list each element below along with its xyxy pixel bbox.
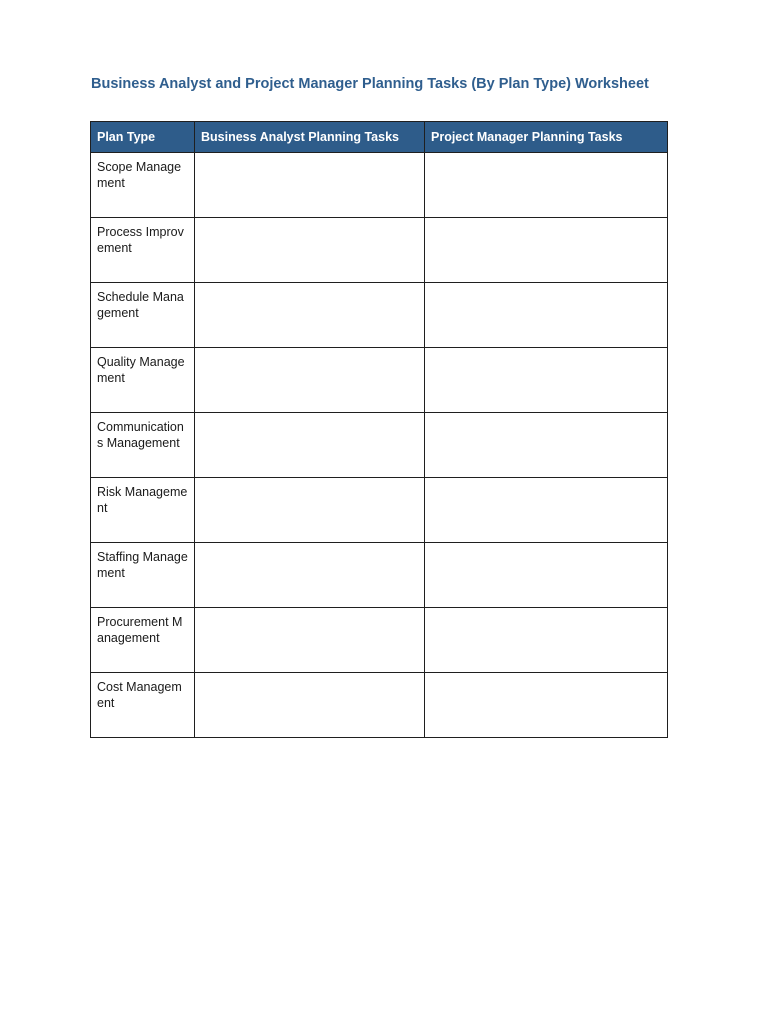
plan-type-cell: Process Improvement bbox=[91, 218, 195, 283]
table-row bbox=[91, 608, 668, 673]
column-header-plan-type: Plan Type bbox=[91, 122, 195, 153]
column-header-ba-tasks: Business Analyst Planning Tasks bbox=[195, 122, 425, 153]
pm-tasks-cell[interactable] bbox=[425, 673, 668, 738]
table-row bbox=[91, 413, 668, 478]
ba-tasks-cell[interactable] bbox=[195, 153, 425, 218]
pm-tasks-cell[interactable] bbox=[425, 283, 668, 348]
pm-tasks-cell[interactable] bbox=[425, 153, 668, 218]
page-title: Business Analyst and Project Manager Planning Tasks (By Plan Type) Worksheet bbox=[91, 76, 649, 92]
table-row bbox=[91, 348, 668, 413]
pm-tasks-cell[interactable] bbox=[425, 348, 668, 413]
plan-type-cell: Staffing Management bbox=[91, 543, 195, 608]
plan-type-cell: Scope Management bbox=[91, 153, 195, 218]
table-row bbox=[91, 673, 668, 738]
plan-type-cell: Quality Management bbox=[91, 348, 195, 413]
ba-tasks-cell[interactable] bbox=[195, 283, 425, 348]
table-row bbox=[91, 283, 668, 348]
ba-tasks-cell[interactable] bbox=[195, 413, 425, 478]
ba-tasks-cell[interactable] bbox=[195, 608, 425, 673]
column-header-pm-tasks: Project Manager Planning Tasks bbox=[425, 122, 668, 153]
ba-tasks-cell[interactable] bbox=[195, 543, 425, 608]
table-header-row bbox=[91, 122, 668, 153]
ba-tasks-cell[interactable] bbox=[195, 348, 425, 413]
plan-type-cell: Schedule Management bbox=[91, 283, 195, 348]
plan-type-cell: Risk Management bbox=[91, 478, 195, 543]
pm-tasks-cell[interactable] bbox=[425, 478, 668, 543]
pm-tasks-cell[interactable] bbox=[425, 218, 668, 283]
table-row bbox=[91, 153, 668, 218]
plan-type-cell: Communications Management bbox=[91, 413, 195, 478]
plan-type-cell: Procurement Management bbox=[91, 608, 195, 673]
ba-tasks-cell[interactable] bbox=[195, 478, 425, 543]
plan-type-cell: Cost Management bbox=[91, 673, 195, 738]
pm-tasks-cell[interactable] bbox=[425, 608, 668, 673]
pm-tasks-cell[interactable] bbox=[425, 543, 668, 608]
planning-tasks-table bbox=[90, 121, 668, 738]
table-row bbox=[91, 478, 668, 543]
table-row bbox=[91, 218, 668, 283]
table-row bbox=[91, 543, 668, 608]
ba-tasks-cell[interactable] bbox=[195, 673, 425, 738]
pm-tasks-cell[interactable] bbox=[425, 413, 668, 478]
ba-tasks-cell[interactable] bbox=[195, 218, 425, 283]
